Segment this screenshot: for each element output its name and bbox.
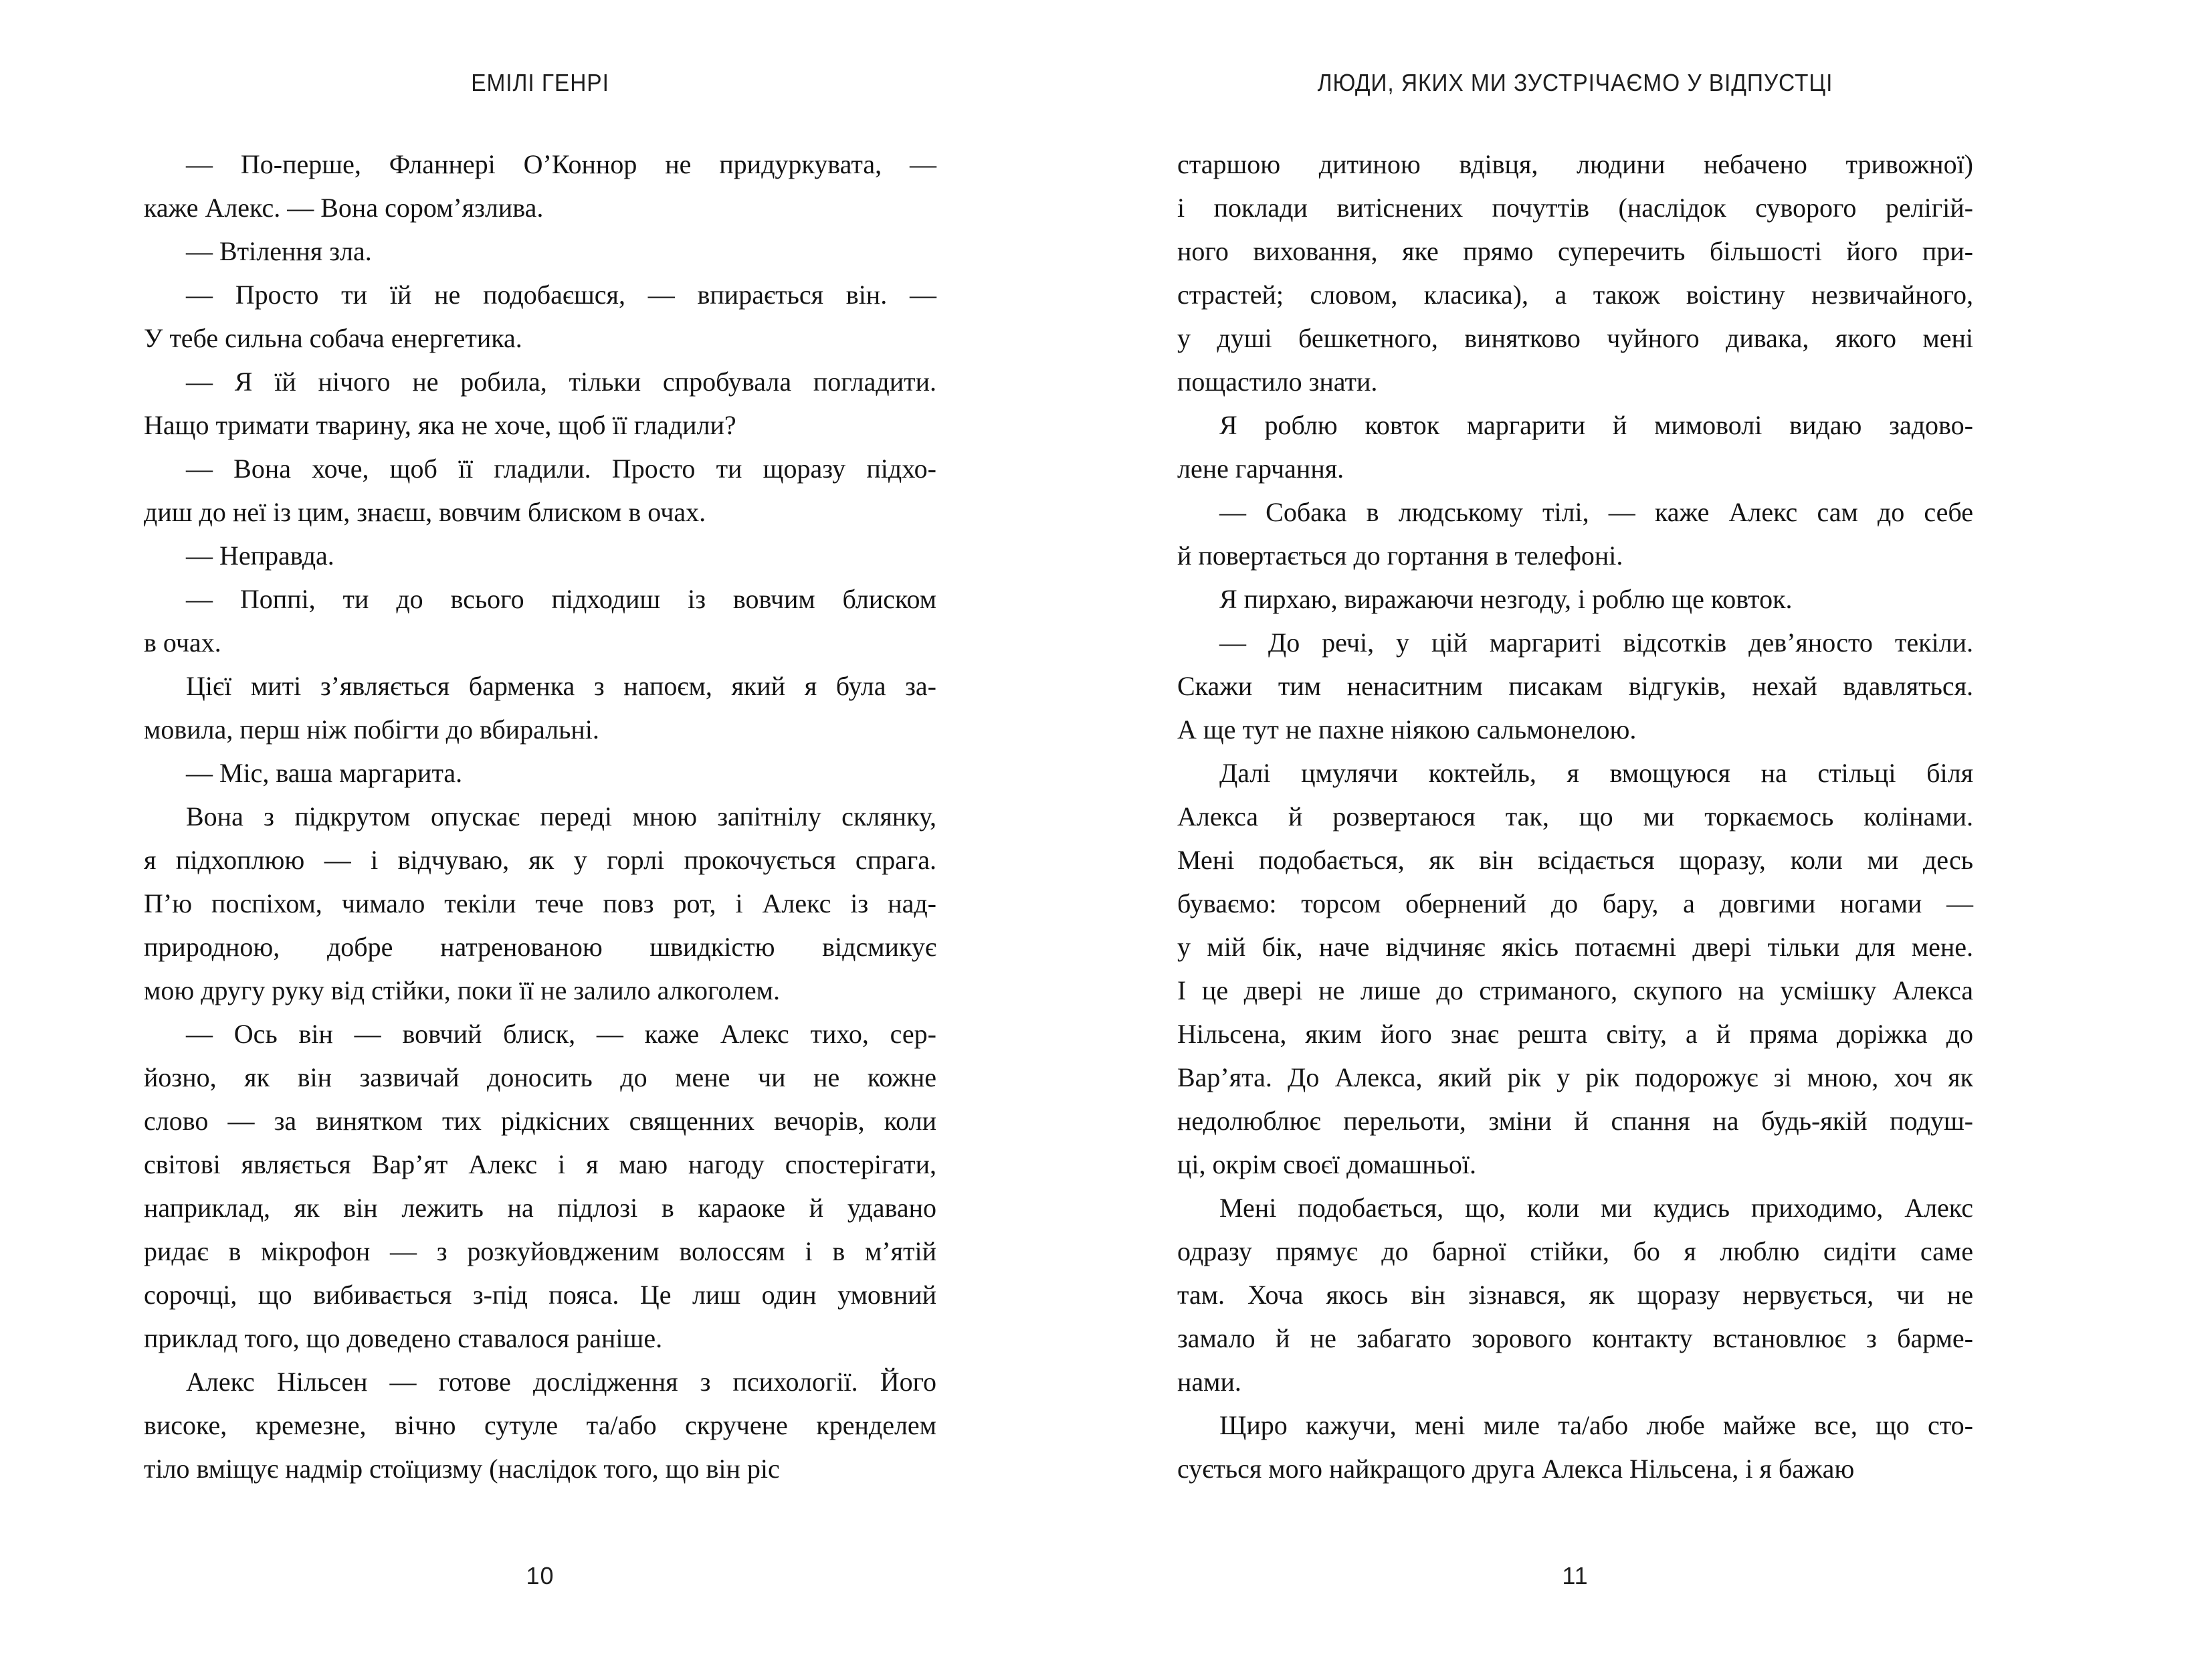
running-header-title: ЛЮДИ, ЯКИХ МИ ЗУСТРІЧАЄМО У ВІДПУСТЦІ [1317,69,1833,96]
text-line: — Я їй нічого не робила, тільки спробувала погладити. [186,367,936,397]
text-line: — Поппі, ти до всього підходиш із вовчим блиском [186,584,936,614]
text-line: слово — за винятком тих рідкісних священних вечорів, коли [144,1106,936,1136]
text-line: мою другу руку від стійки, поки її не залило алкоголем. [144,975,780,1005]
text-line: — Ось він — вовчий блиск, — каже Алекс тихо, сер- [186,1019,936,1049]
text-line: — Собака в людському тілі, — каже Алекс сам до себе [1219,497,1973,527]
text-line: — До речі, у цій маргариті відсотків дев’яносто текіли. [1219,627,1973,658]
text-line: у душі бешкетного, винятково чуйного дивака, якого мені [1177,323,1973,353]
text-line: сується мого найкращого друга Алекса Нільсена, і я бажаю [1177,1454,1855,1484]
text-line: мовила, перш ніж побігти до вбиральні. [144,714,599,745]
text-line: — Міс, ваша маргарита. [186,758,463,788]
text-line: в очах. [144,627,221,658]
text-line: й повертається до гортання в телефоні. [1177,541,1623,571]
text-line: світові являється Вар’ят Алекс і я маю нагоду спостерігати, [144,1149,936,1179]
text-line: — По-перше, Фланнері О’Коннор не придуркувата, — [186,149,936,179]
text-line: каже Алекс. — Вона сором’язлива. [144,193,544,223]
text-line: П’ю поспіхом, чимало текіли тече повз рот, і Алекс із над- [144,888,936,918]
text-line: Я пирхаю, виражаючи незгоду, і роблю ще ковток. [1219,584,1793,614]
text-line: Алекс Нільсен — готове дослідження з психології. Його [186,1367,936,1397]
text-line: там. Хоча якось він зізнався, як щоразу нервується, чи не [1177,1280,1973,1310]
text-line: високе, кремезне, вічно сутуле та/або скручене кренделем [144,1410,936,1440]
text-line: Щиро кажучи, мені миле та/або любе майже все, що сто- [1219,1410,1973,1440]
page-body-right [1177,142,1973,1490]
text-line: — Неправда. [186,541,334,571]
text-line: лене гарчання. [1177,454,1344,484]
text-line: сорочці, що вибивається з-під пояса. Це лиш один умовний [144,1280,936,1310]
text-line: — Вона хоче, щоб її гладили. Просто ти щоразу підхо- [186,454,936,484]
text-line: недолюблює перельоти, зміни й спання на будь-якій подуш- [1177,1106,1973,1136]
text-line: наприклад, як він лежить на підлозі в караоке й удавано [144,1193,936,1223]
text-line: і поклади витіснених почуттів (наслідок суворого релігій- [1177,193,1973,223]
text-line: А ще тут не пахне ніякою сальмонелою. [1177,714,1637,745]
text-line: — Втілення зла. [186,236,372,266]
text-line: нами. [1177,1367,1241,1397]
text-line: Мені подобається, що, коли ми кудись приходимо, Алекс [1219,1193,1973,1223]
page-number-right: 11 [1562,1562,1589,1589]
text-line: замало й не забагато зорового контакту встановлює з барме- [1177,1323,1973,1353]
text-line: Скажи тим ненаситним писакам відгуків, нехай вдавляться. [1177,671,1973,701]
text-line: І це двері не лише до стриманого, скупого на усмішку Алекса [1177,975,1973,1005]
running-header-author: ЕМІЛІ ГЕНРІ [471,69,609,96]
text-line: Мені подобається, як він всідається щоразу, коли ми десь [1177,845,1973,875]
text-line: страстей; словом, класика), а також воістину незвичайного, [1177,280,1973,310]
text-line: я підхоплюю — і відчуваю, як у горлі прокочується спрага. [144,845,936,875]
text-line: старшою дитиною вдівця, людини небачено тривожної) [1177,149,1973,179]
text-line: Далі цмулячи коктейль, я вмощуюся на стільці біля [1219,758,1973,788]
text-line: природною, добре натренованою швидкістю відсмикує [144,932,936,962]
page-body-left [144,142,936,1490]
text-line: ридає в мікрофон — з розкуйовдженим волоссям і в м’ятій [144,1236,936,1266]
text-line: — Просто ти їй не подобаєшся, — впирається він. — [186,280,936,310]
text-line: ного виховання, яке прямо суперечить більшості його при- [1177,236,1973,266]
text-line: йозно, як він зазвичай доносить до мене чи не кожне [144,1062,936,1092]
text-line: Алекса й розвертаюся так, що ми торкаємось колінами. [1177,801,1973,832]
text-line: буваємо: торсом обернений до бару, а довгими ногами — [1177,888,1973,918]
text-line: Вар’ята. До Алекса, який рік у рік подорожує зі мною, хоч як [1177,1062,1973,1092]
text-line: приклад того, що доведено ставалося раніше. [144,1323,663,1353]
text-line: У тебе сильна собача енергетика. [144,323,522,353]
text-line: Нільсена, яким його знає решта світу, а й пряма доріжка до [1177,1019,1973,1049]
text-line: пощастило знати. [1177,367,1378,397]
text-line: диш до неї із цим, знаєш, вовчим блиском в очах. [144,497,706,527]
page-right [1106,0,2212,1659]
text-line: Цієї миті з’являється барменка з напоєм, який я була за- [186,671,936,701]
text-line: у мій бік, наче відчиняє якісь потаємні двері тільки для мене. [1177,932,1973,962]
text-line: Нащо тримати тварину, яка не хоче, щоб її гладили? [144,410,736,440]
text-line: Вона з підкрутом опускає переді мною запітнілу склянку, [186,801,936,832]
text-line: ці, окрім своєї домашньої. [1177,1149,1476,1179]
page-number-left: 10 [526,1562,555,1589]
text-line: Я роблю ковток маргарити й мимоволі видаю задово- [1219,410,1973,440]
text-line: тіло вміщує надмір стоїцизму (наслідок того, що він ріс [144,1454,780,1484]
text-line: одразу прямує до барної стійки, бо я люблю сидіти саме [1177,1236,1973,1266]
